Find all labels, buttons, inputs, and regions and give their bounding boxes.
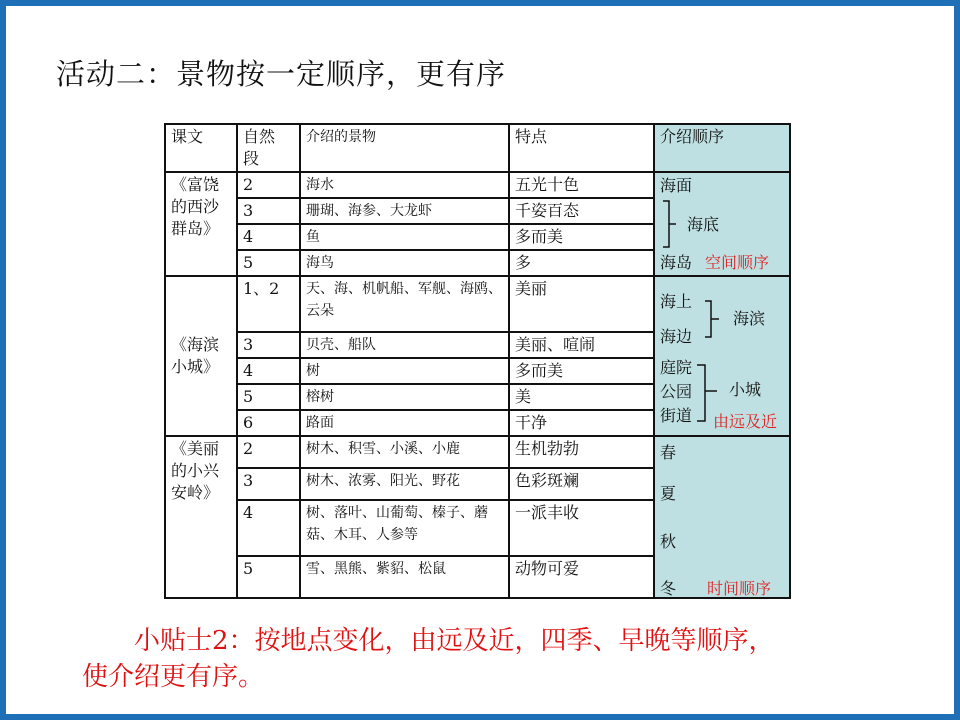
header-scene: 介绍的景物	[300, 124, 509, 172]
para-cell: 5	[237, 250, 300, 276]
para-cell: 3	[237, 332, 300, 358]
feature-cell: 美丽、喧闹	[509, 332, 654, 358]
feature-cell: 干净	[509, 410, 654, 436]
tip-line-2: 使介绍更有序。	[82, 662, 265, 692]
para-cell: 2	[237, 172, 300, 198]
para-cell: 2	[237, 436, 300, 468]
feature-cell: 色彩斑斓	[509, 468, 654, 500]
order-label: 时间顺序	[707, 579, 772, 598]
group-text: 《富饶的西沙群岛》	[171, 175, 220, 238]
order-g: 小城	[729, 380, 762, 399]
order-cell-time	[654, 436, 790, 598]
order-cell-distance	[654, 276, 790, 436]
tip-box	[82, 623, 912, 695]
feature-cell: 多	[509, 250, 654, 276]
feature-cell: 生机勃勃	[509, 436, 654, 468]
group-text-cell	[165, 172, 237, 276]
header-para-line1: 自然	[243, 127, 276, 146]
para-cell: 4	[237, 358, 300, 384]
order-d: 庭院	[660, 358, 693, 377]
order-c: 海滨	[733, 309, 766, 328]
header-feature: 特点	[509, 124, 654, 172]
order-label: 由远及近	[713, 412, 778, 431]
order-b: 海底	[687, 215, 720, 234]
para-cell: 1、2	[237, 276, 300, 332]
order-f: 街道	[660, 406, 693, 425]
table-row	[165, 276, 790, 332]
table-header-row	[165, 124, 790, 172]
scene-cell: 贝壳、船队	[300, 332, 509, 358]
scene-cell: 海水	[300, 172, 509, 198]
header-para	[237, 124, 300, 172]
order-cell-space	[654, 172, 790, 276]
header-para-line2: 段	[243, 149, 260, 168]
order-c: 海岛	[660, 253, 693, 272]
feature-cell: 一派丰收	[509, 500, 654, 556]
feature-cell: 美丽	[509, 276, 654, 332]
scene-cell: 树木、积雪、小溪、小鹿	[300, 436, 509, 468]
feature-cell: 多而美	[509, 358, 654, 384]
header-order	[654, 124, 790, 172]
feature-cell: 五光十色	[509, 172, 654, 198]
scene-cell: 天、海、机帆船、军舰、海鸥、云朵	[300, 276, 509, 332]
para-cell: 3	[237, 198, 300, 224]
feature-cell: 美	[509, 384, 654, 410]
scene-cell: 树木、浓雾、阳光、野花	[300, 468, 509, 500]
group-text: 《美丽的小兴安岭》	[171, 439, 220, 502]
scene-cell: 路面	[300, 410, 509, 436]
order-c: 秋	[660, 532, 677, 551]
group-text: 《海滨小城》	[171, 335, 220, 376]
order-a: 春	[660, 443, 677, 462]
group-text-cell	[165, 276, 237, 436]
feature-cell: 千姿百态	[509, 198, 654, 224]
scene-cell: 树、落叶、山葡萄、榛子、蘑菇、木耳、人参等	[300, 500, 509, 556]
order-table	[164, 123, 791, 599]
scene-cell: 海鸟	[300, 250, 509, 276]
order-d: 冬	[660, 579, 677, 598]
para-cell: 4	[237, 224, 300, 250]
table-row	[165, 436, 790, 468]
brace-icon	[701, 299, 723, 339]
group-text-cell	[165, 436, 237, 598]
order-label: 空间顺序	[705, 253, 770, 272]
para-cell: 6	[237, 410, 300, 436]
order-b: 海边	[660, 327, 693, 346]
brace-icon	[659, 199, 679, 249]
header-order-label: 介绍顺序	[660, 127, 725, 146]
para-cell: 5	[237, 556, 300, 598]
para-cell: 4	[237, 500, 300, 556]
table-row	[165, 172, 790, 198]
order-a: 海上	[660, 292, 693, 311]
scene-cell: 鱼	[300, 224, 509, 250]
scene-cell: 珊瑚、海参、大龙虾	[300, 198, 509, 224]
para-cell: 3	[237, 468, 300, 500]
para-cell: 5	[237, 384, 300, 410]
scene-cell: 雪、黑熊、紫貂、松鼠	[300, 556, 509, 598]
tip-line-1: 小贴士2：按地点变化，由远及近，四季、早晚等顺序，	[134, 626, 775, 656]
scene-cell: 树	[300, 358, 509, 384]
feature-cell: 多而美	[509, 224, 654, 250]
header-text: 课文	[165, 124, 237, 172]
feature-cell: 动物可爱	[509, 556, 654, 598]
order-a: 海面	[660, 176, 693, 195]
order-b: 夏	[660, 484, 677, 503]
order-e: 公园	[660, 382, 693, 401]
slide-title: 活动二：景物按一定顺序，更有序	[56, 57, 507, 91]
scene-cell: 榕树	[300, 384, 509, 410]
